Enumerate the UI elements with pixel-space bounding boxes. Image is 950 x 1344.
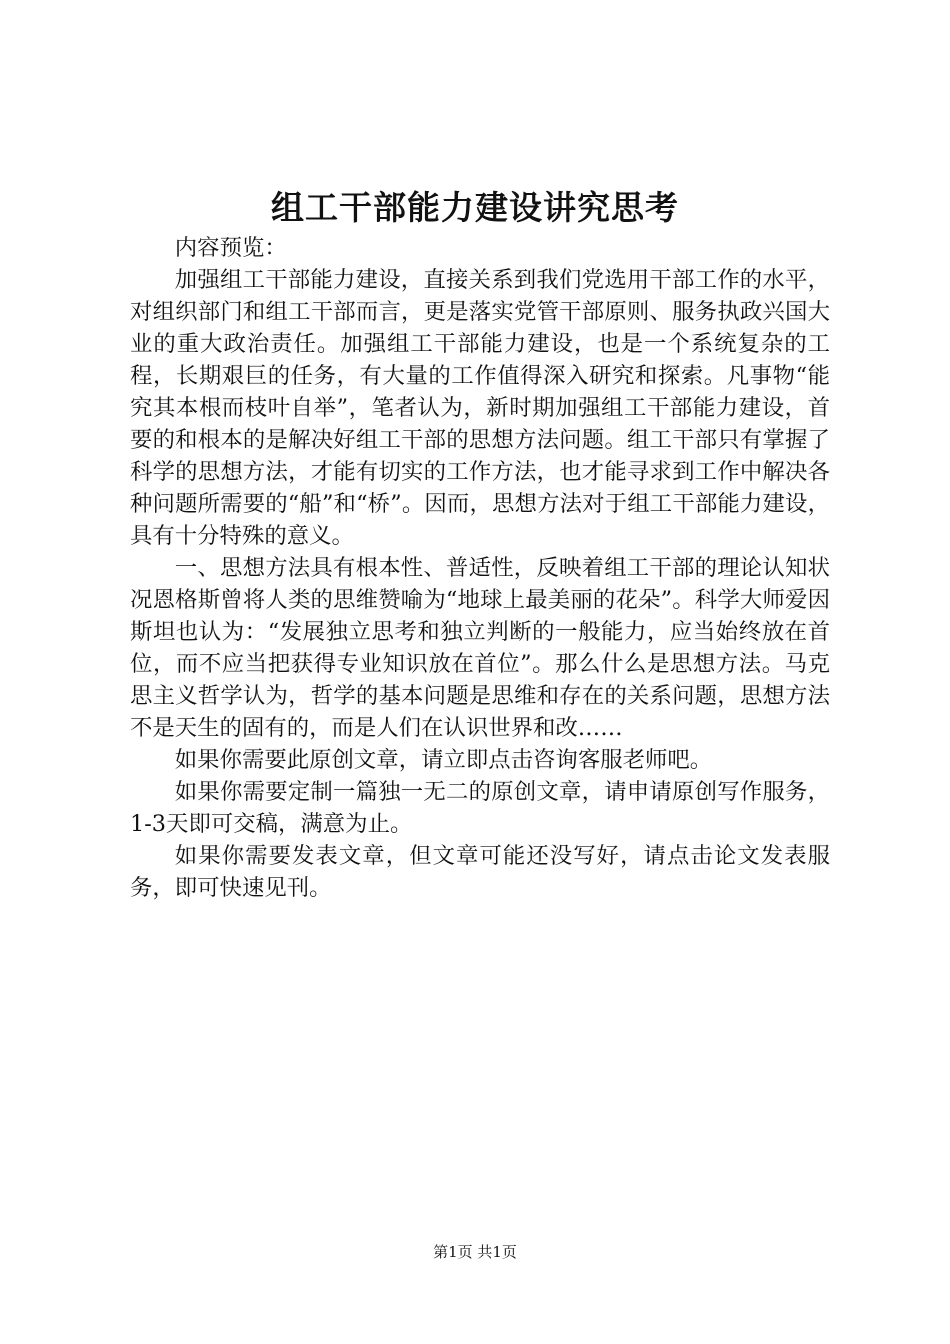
paragraph-section-one: 一、思想方法具有根本性、普适性，反映着组工干部的理论认知状况恩格斯曾将人类的思维赞喻为“地球上最美丽的花朵”。科学大师爱因斯坦也认为：“发展独立思考和独立判断的一般能力，应当始终放在首位，而不应当把获得专业知识放在首位”。那么什么是思想方法。马克思主义哲学认为，哲学的基本问题是思维和存在的关系问题，思想方法不是天生的固有的，而是人们在认识世界和改…… bbox=[130, 555, 830, 741]
document-body bbox=[130, 232, 830, 904]
preview-label: 内容预览： bbox=[174, 235, 287, 261]
paragraph-publish-link[interactable]: 如果你需要发表文章，但文章可能还没写好，请点击论文发表服务，即可快速见刊。 bbox=[130, 843, 830, 901]
document-title: 组工干部能力建设讲究思考 bbox=[271, 188, 679, 227]
paragraph-consult-link[interactable]: 如果你需要此原创文章，请立即点击咨询客服老师吧。 bbox=[174, 747, 713, 773]
paragraph-intro: 加强组工干部能力建设，直接关系到我们党选用干部工作的水平，对组织部门和组工干部而言，更是落实党管干部原则、服务执政兴国大业的重大政治责任。加强组工干部能力建设，也是一个系统复杂的工程，长期艰巨的任务，有大量的工作值得深入研究和探索。凡事物“能究其本根而枝叶自举”，笔者认为，新时期加强组工干部能力建设，首要的和根本的是解决好组工干部的思想方法问题。组工干部只有掌握了科学的思想方法，才能有切实的工作方法，也才能寻求到工作中解决各种问题所需要的“船”和“桥”。因而，思想方法对于组工干部能力建设，具有十分特殊的意义。 bbox=[130, 267, 830, 549]
page-footer: 第1页 共1页 bbox=[433, 1243, 517, 1261]
paragraph-custom-writing-link[interactable]: 如果你需要定制一篇独一无二的原创文章，请申请原创写作服务，1-3天即可交稿，满意为止。 bbox=[130, 779, 830, 837]
